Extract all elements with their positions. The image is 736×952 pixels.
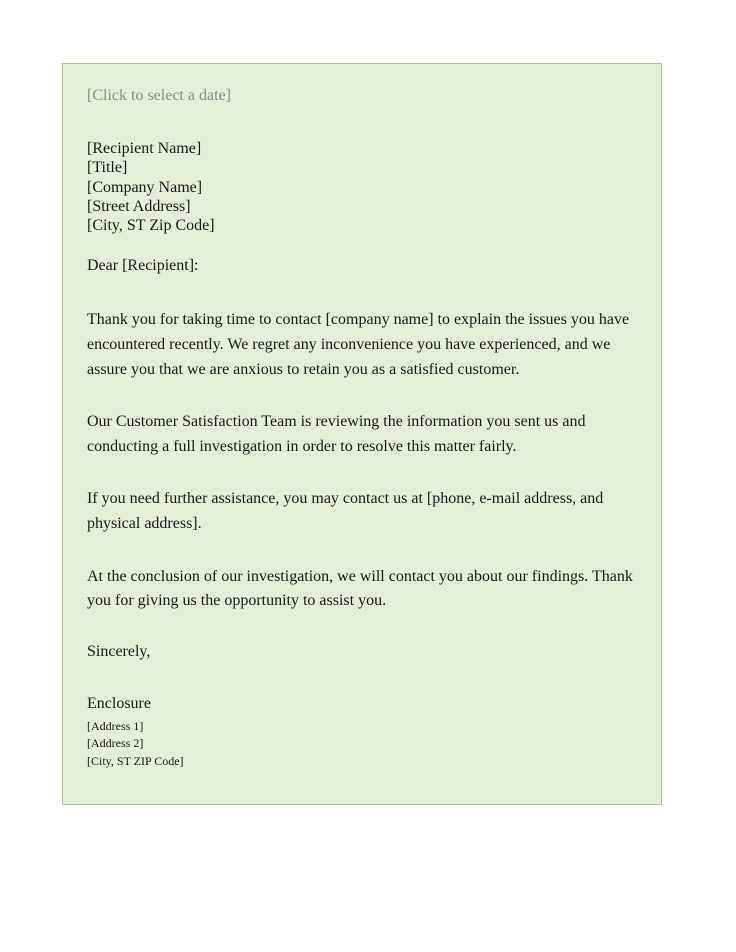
enclosure-label: Enclosure <box>87 694 151 712</box>
recipient-address-block <box>87 139 647 235</box>
recipient-name[interactable]: [Recipient Name] <box>87 140 202 157</box>
closing: Sincerely, <box>87 642 151 660</box>
body-paragraph-1: Thank you for taking time to contact [company name] to explain the issues you have encountered recently. We regret any inconvenience you have experienced, and we assure you that we are anxious to retain you as a satisfied customer. <box>87 311 630 378</box>
letter-page <box>62 63 662 805</box>
recipient-street[interactable]: [Street Address] <box>87 197 191 215</box>
date-picker-placeholder[interactable]: [Click to select a date] <box>87 87 231 104</box>
enclosure-address-1[interactable]: [Address 1] <box>87 718 144 733</box>
body-paragraph-3: If you need further assistance, you may contact us at [phone, e-mail address, and physical address]. <box>87 490 604 533</box>
recipient-title[interactable]: [Title] <box>87 159 128 177</box>
recipient-city-state-zip[interactable]: [City, ST Zip Code] <box>87 217 215 235</box>
body-paragraph-4: At the conclusion of our investigation, we will contact you about our findings. Thank you for giving us the opportunity to assist you. <box>87 567 633 610</box>
enclosure-address-2[interactable]: [Address 2] <box>87 736 144 751</box>
recipient-company[interactable]: [Company Name] <box>87 178 203 196</box>
enclosure-address-block <box>87 718 647 771</box>
enclosure-city-state-zip[interactable]: [City, ST ZIP Code] <box>87 753 184 768</box>
salutation: Dear [Recipient]: <box>87 257 199 275</box>
letter-content <box>87 86 647 770</box>
body-paragraph-2: Our Customer Satisfaction Team is reviewing the information you sent us and conducting a full investigation in order to resolve this matter fairly. <box>87 413 586 455</box>
